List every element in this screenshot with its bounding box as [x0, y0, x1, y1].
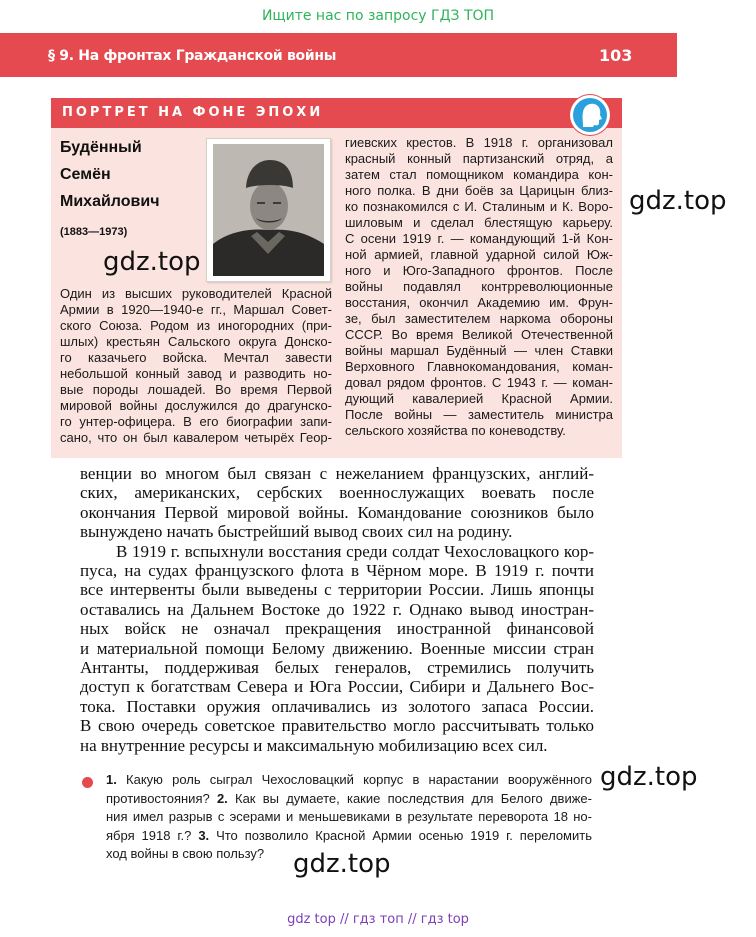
- question-line: 1. Какую роль сыграл Чехословацкий корпус в нарастании вооружённого: [106, 772, 592, 787]
- question-line: ния имел разрыв с эсерами и меньшевиками в результате переворота 18 но-: [106, 809, 592, 824]
- bio-line: дующий кавалерией Красной Армии.: [345, 391, 613, 406]
- portrait-photo: [206, 138, 331, 282]
- watermark: gdz.top: [293, 849, 391, 879]
- bio-line: го казачьего войска. Мечтал завести: [60, 350, 332, 365]
- bio-line: Верховного Главнокомандования, коман-: [345, 359, 613, 374]
- bio-line: затем стал помощником командира кон-: [345, 167, 613, 182]
- question-bullet-icon: [82, 777, 93, 788]
- bio-line: мировой войны дослужился до драгунско-: [60, 398, 332, 413]
- body-line: венции во многом был связан с нежеланием французских, англий-: [80, 464, 594, 483]
- portrait-bio-right: [345, 135, 613, 439]
- body-line: В 1919 г. вспыхнули восстания среди солдат Чехословацкого кор-: [116, 541, 594, 561]
- body-line: на внутренние ресурсы и максимальную мобилизацию всех сил.: [80, 735, 548, 755]
- portrait-bio-left: [60, 286, 332, 446]
- bio-line: зе, был заместителем наркома обороны: [345, 311, 613, 326]
- body-line: ных войск не означал прекращения иностранной финансовой: [80, 619, 594, 639]
- body-line: вынуждено начать быстрейший вывод своих сил на родину.: [80, 522, 513, 542]
- bio-line: войны подавлял контрреволюционные: [345, 279, 613, 294]
- bio-line: войны маршал Будённый — член Ставки: [345, 343, 613, 358]
- watermark: gdz.top: [103, 247, 201, 277]
- main-body-text: [80, 464, 594, 755]
- bio-line: С осени 1919 г. — командующий 1-й Кон-: [345, 231, 613, 246]
- body-line: все интервенты были выведены с территории России. Лишь японцы: [80, 580, 594, 600]
- bio-line: ной армией, главной ударной силой Юж-: [345, 247, 613, 262]
- bio-line: Армии в 1920—1940-е гг., Маршал Совет-: [60, 302, 332, 317]
- top-link[interactable]: Ищите нас по запросу ГДЗ ТОП: [261, 8, 495, 24]
- body-line: тока. Поставки оружия оплачивались из золотого запаса России.: [80, 696, 594, 716]
- watermark: gdz.top: [600, 762, 698, 792]
- bio-line: ного полка. В дни боёв за Царицын близ-: [345, 183, 613, 198]
- watermark: gdz.top: [629, 186, 727, 216]
- bio-line: гиевских крестов. В 1918 г. организовал: [345, 135, 613, 150]
- portrait-band-label: ПОРТРЕТ НА ФОНЕ ЭПОХИ: [62, 105, 324, 120]
- bio-line: вые породы лошадей. Во время Первой: [60, 382, 332, 397]
- bio-line: Один из высших руководителей Красной: [60, 286, 332, 301]
- bio-line: ного и Юго-Западного фронтов. После: [345, 263, 613, 278]
- bio-line: го унтер-офицера. В его биографии запи-: [60, 414, 332, 429]
- bio-line: довал рядом фронтов. С 1943 г. — коман-: [345, 375, 613, 390]
- portrait-photo-image: [213, 144, 324, 276]
- bio-line: шиловым и сделал блестящую карьеру.: [345, 215, 613, 230]
- bio-line: красный конный партизанский отряд, а: [345, 151, 613, 166]
- bio-line: небольшой конный завод и разводить но-: [60, 366, 332, 381]
- bio-line: шлых) крестьян Сальского округа Донско-: [60, 334, 332, 349]
- body-line: ских, американских, сербских военнослужащих воевать после: [80, 483, 594, 503]
- body-line: окончания Первой мировой войны. Командование союзников было: [80, 502, 594, 522]
- page-number: 103: [599, 46, 633, 65]
- question-line: противостояния? 2. Как вы думаете, какие последствия для Белого движе-: [106, 790, 592, 806]
- body-line: Антанты, поддерживая белых генералов, стремились получить: [80, 658, 594, 678]
- bio-line: сельского хозяйства по коневодству.: [345, 423, 566, 438]
- bio-line: сано, что он был кавалером четырёх Геор-: [60, 430, 332, 445]
- body-line: оставались на Дальнем Востоке до 1922 г. Однако вывод иностран-: [80, 599, 594, 619]
- bio-line: После войны — заместитель министра: [345, 407, 613, 422]
- footer-links[interactable]: gdz top // гдз топ // гдз top: [287, 912, 469, 927]
- portrait-dates: (1883—1973): [60, 226, 128, 238]
- body-line: и материальной помощи Белому движению. Военные миссии стран: [80, 638, 594, 658]
- portrait-name-line: Михайлович: [60, 193, 160, 210]
- portrait-name-line: Будённый: [60, 139, 142, 156]
- bio-line: восстания, окончил Академию им. Фрун-: [345, 295, 613, 310]
- bio-line: ко познакомился с И. Сталиным и К. Воро-: [345, 199, 613, 214]
- question-line: ября 1918 г.? 3. Что позволило Красной Армии осенью 1919 г. переломить: [106, 827, 592, 843]
- person-head-icon: [570, 95, 610, 135]
- body-line: пуса, на судах французского флота в Чёрном море. В 1919 г. почти: [80, 561, 594, 581]
- body-line: доступ к богатствам Севера и Юга России, Сибири и Дальнего Вос-: [80, 677, 594, 697]
- body-line: В свою очередь советское правительство могло рассчитывать только: [80, 716, 594, 736]
- question-line: ход войны в свою пользу?: [106, 846, 265, 861]
- section-title: § 9. На фронтах Гражданской войны: [48, 48, 337, 64]
- bio-line: ского Союза. Родом из иногородних (при-: [60, 318, 332, 333]
- bio-line: СССР. Во время Великой Отечественной: [345, 327, 613, 342]
- portrait-name-line: Семён: [60, 166, 111, 183]
